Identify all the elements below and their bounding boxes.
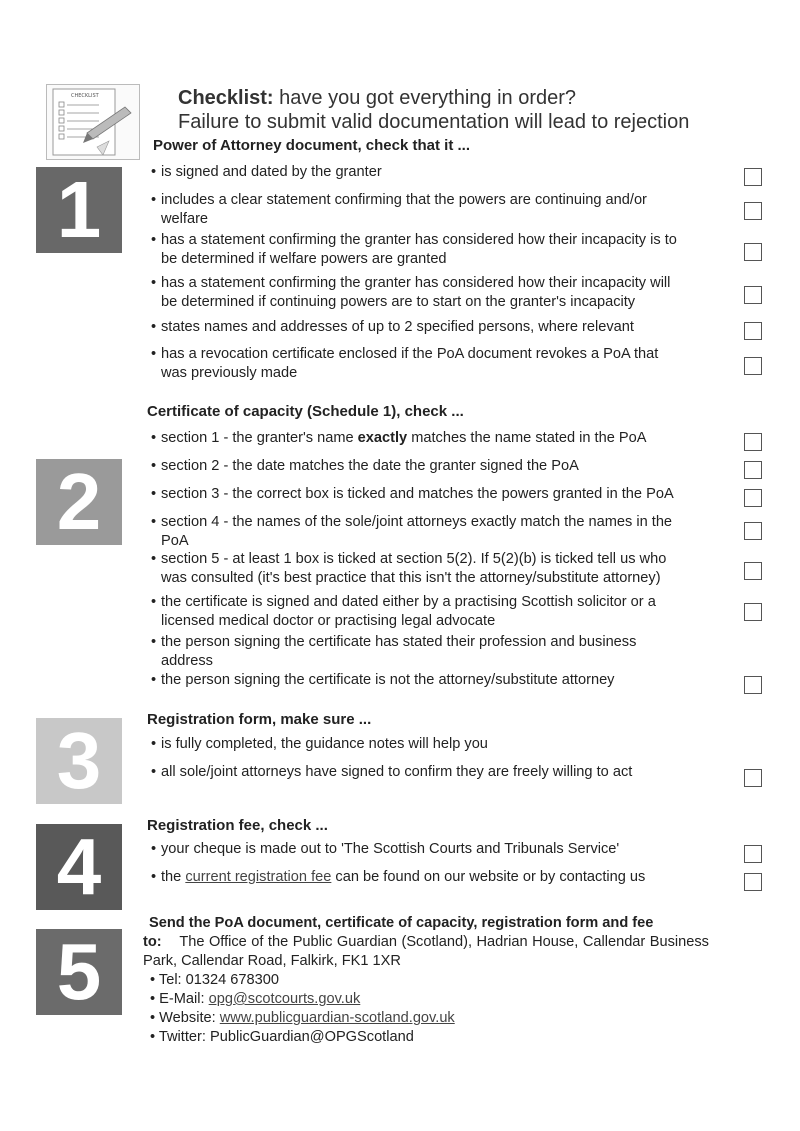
page-title — [178, 86, 689, 134]
checkbox[interactable] — [744, 873, 762, 891]
list-item: • section 4 - the names of the sole/joint attorneys exactly match the names in the PoA — [151, 514, 673, 549]
list-item: • is fully completed, the guidance notes will help you — [151, 736, 488, 752]
list-item: • section 1 - the granter's name exactly matches the name stated in the PoA — [151, 430, 647, 446]
email-link[interactable]: opg@scotcourts.gov.uk — [208, 991, 361, 1007]
checkbox[interactable] — [744, 769, 762, 787]
step-number-4: 4 — [36, 824, 122, 910]
title-bold: Checklist: — [178, 87, 274, 109]
section-1-heading: Power of Attorney document, check that it ... — [153, 137, 470, 154]
title-subtitle: Failure to submit valid documentation will lead to rejection — [178, 111, 690, 133]
list-item: • has a statement confirming the granter has considered how their incapacity is to be determined if welfare powers are granted — [151, 232, 677, 267]
send-to-label: to: — [143, 934, 162, 950]
send-address: The Office of the Public Guardian (Scotland), Hadrian House, Callendar Business Park, Callendar Road, Falkirk, FK1 1XR — [143, 934, 709, 969]
logo-text: CHECKLIST — [71, 93, 99, 99]
checkbox[interactable] — [744, 489, 762, 507]
list-item: • the current registration fee can be found on our website or by contacting us — [151, 869, 646, 885]
checkbox[interactable] — [744, 603, 762, 621]
send-heading: Send the PoA document, certificate of capacity, registration form and fee — [149, 915, 654, 931]
checkbox[interactable] — [744, 243, 762, 261]
contact-email: • E-Mail: opg@scotcourts.gov.uk — [150, 991, 361, 1007]
step-number-2: 2 — [36, 459, 122, 545]
contact-website: • Website: www.publicguardian-scotland.gov.uk — [150, 1010, 455, 1026]
checkbox[interactable] — [744, 562, 762, 580]
list-item: • the person signing the certificate is not the attorney/substitute attorney — [151, 672, 615, 688]
list-item: • all sole/joint attorneys have signed to confirm they are freely willing to act — [151, 764, 633, 780]
checkbox[interactable] — [744, 845, 762, 863]
checklist-clipboard-icon — [47, 85, 139, 159]
list-item: • section 3 - the correct box is ticked and matches the powers granted in the PoA — [151, 486, 674, 502]
list-item: • the certificate is signed and dated either by a practising Scottish solicitor or a licensed medical doctor or practising legal advocate — [151, 594, 656, 629]
checkbox[interactable] — [744, 461, 762, 479]
list-item: • section 5 - at least 1 box is ticked at section 5(2). If 5(2)(b) is ticked tell us who was consulted (it's best practice that this isn't the attorney/substitute attorney) — [151, 551, 667, 586]
list-item: • is signed and dated by the granter — [151, 164, 382, 180]
step-number-5: 5 — [36, 929, 122, 1015]
list-item: • states names and addresses of up to 2 specified persons, where relevant — [151, 319, 634, 335]
website-link[interactable]: www.publicguardian-scotland.gov.uk — [219, 1010, 455, 1026]
contact-list — [143, 971, 709, 1047]
contact-twitter: • Twitter: PublicGuardian@OPGScotland — [150, 1029, 414, 1045]
checkbox[interactable] — [744, 202, 762, 220]
section-3-heading: Registration form, make sure ... — [147, 711, 372, 728]
list-item: • has a statement confirming the granter has considered how their incapacity will be determined if continuing powers are to start on the granter's incapacity — [151, 275, 671, 310]
contact-tel: • Tel: 01324 678300 — [150, 972, 280, 988]
list-item: • includes a clear statement confirming that the powers are continuing and/or welfare — [151, 192, 647, 227]
checklist-logo — [46, 84, 140, 160]
list-item: • has a revocation certificate enclosed if the PoA document revokes a PoA that was previously made — [151, 346, 659, 381]
list-item: • your cheque is made out to 'The Scottish Courts and Tribunals Service' — [151, 841, 620, 857]
step-number-1: 1 — [36, 167, 122, 253]
checkbox[interactable] — [744, 168, 762, 186]
checkbox[interactable] — [744, 433, 762, 451]
list-item: • the person signing the certificate has stated their profession and business address — [151, 634, 637, 669]
title-rest: have you got everything in order? — [273, 87, 577, 109]
step-number-3: 3 — [36, 718, 122, 804]
send-section — [143, 914, 709, 1047]
list-item: • section 2 - the date matches the date the granter signed the PoA — [151, 458, 579, 474]
checkbox[interactable] — [744, 522, 762, 540]
checkbox[interactable] — [744, 322, 762, 340]
checkbox[interactable] — [744, 676, 762, 694]
registration-fee-link[interactable]: current registration fee — [185, 869, 332, 885]
section-2-heading: Certificate of capacity (Schedule 1), check ... — [147, 403, 464, 420]
section-4-heading: Registration fee, check ... — [147, 817, 328, 834]
checkbox[interactable] — [744, 357, 762, 375]
checkbox[interactable] — [744, 286, 762, 304]
